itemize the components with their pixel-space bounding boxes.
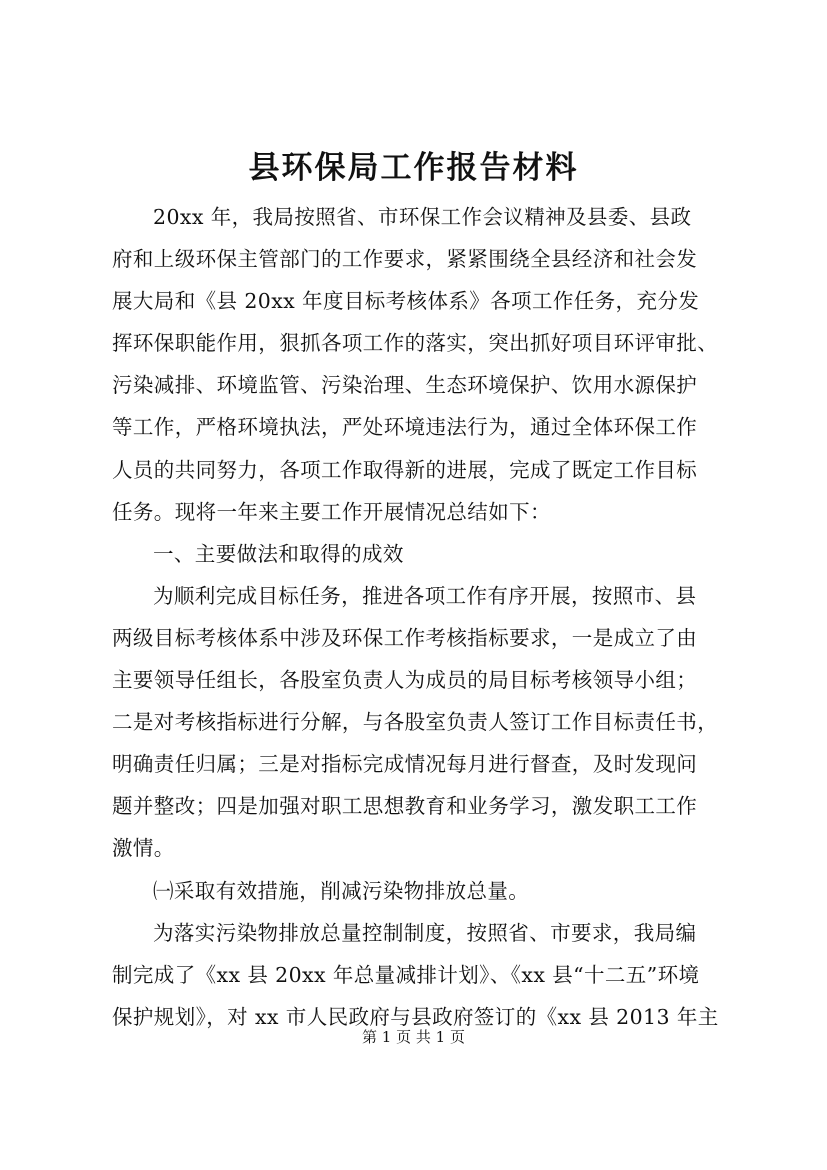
paragraph-line: 题并整改；四是加强对职工思想教育和业务学习，激发职工工作: [112, 794, 698, 819]
paragraph-line: 两级目标考核体系中涉及环保工作考核指标要求，一是成立了由: [112, 625, 698, 650]
paragraph-line: 挥环保职能作用，狠抓各项工作的落实，突出抓好项目环评审批、: [112, 331, 719, 356]
paragraph-line: 20xx 年，我局按照省、市环保工作会议精神及县委、县政: [153, 205, 692, 229]
page-footer: 第 1 页 共 1 页: [362, 1028, 465, 1046]
paragraph-line: 污染减排、环境监管、污染治理、生态环境保护、饮用水源保护: [112, 373, 698, 398]
document-title: 县环保局工作报告材料: [248, 150, 579, 186]
paragraph-line: 明确责任归属；三是对指标完成情况每月进行督查，及时发现问: [112, 752, 698, 777]
paragraph-line: 府和上级环保主管部门的工作要求，紧紧围绕全县经济和社会发: [112, 247, 698, 272]
section-heading: 一、主要做法和取得的成效: [153, 541, 404, 566]
paragraph-line: 展大局和《县 20xx 年度目标考核体系》各项工作任务，充分发: [112, 289, 700, 314]
paragraph-line: 为顺利完成目标任务，推进各项工作有序开展，按照市、县: [153, 583, 697, 608]
paragraph-line: 制完成了《xx 县 20xx 年总量减排计划》、《xx 县“十二五”环境: [112, 962, 700, 987]
paragraph-line: 保护规划》，对 xx 市人民政府与县政府签订的《xx 县 2013 年主: [112, 1004, 719, 1029]
subsection-heading: ㈠采取有效措施，削减污染物排放总量。: [153, 878, 530, 903]
paragraph-line: 为落实污染物排放总量控制制度，按照省、市要求，我局编: [153, 920, 697, 945]
paragraph-line: 激情。: [112, 836, 175, 861]
paragraph-line: 人员的共同努力，各项工作取得新的进展，完成了既定工作目标: [112, 457, 698, 482]
document-body: [112, 196, 732, 1038]
paragraph-line: 任务。现将一年来主要工作开展情况总结如下：: [112, 499, 551, 524]
paragraph-line: 等工作，严格环境执法，严处环境违法行为，通过全体环保工作: [112, 415, 698, 440]
paragraph-line: 二是对考核指标进行分解，与各股室负责人签订工作目标责任书，: [112, 710, 719, 735]
paragraph-line: 主要领导任组长，各股室负责人为成员的局目标考核领导小组；: [112, 668, 698, 693]
